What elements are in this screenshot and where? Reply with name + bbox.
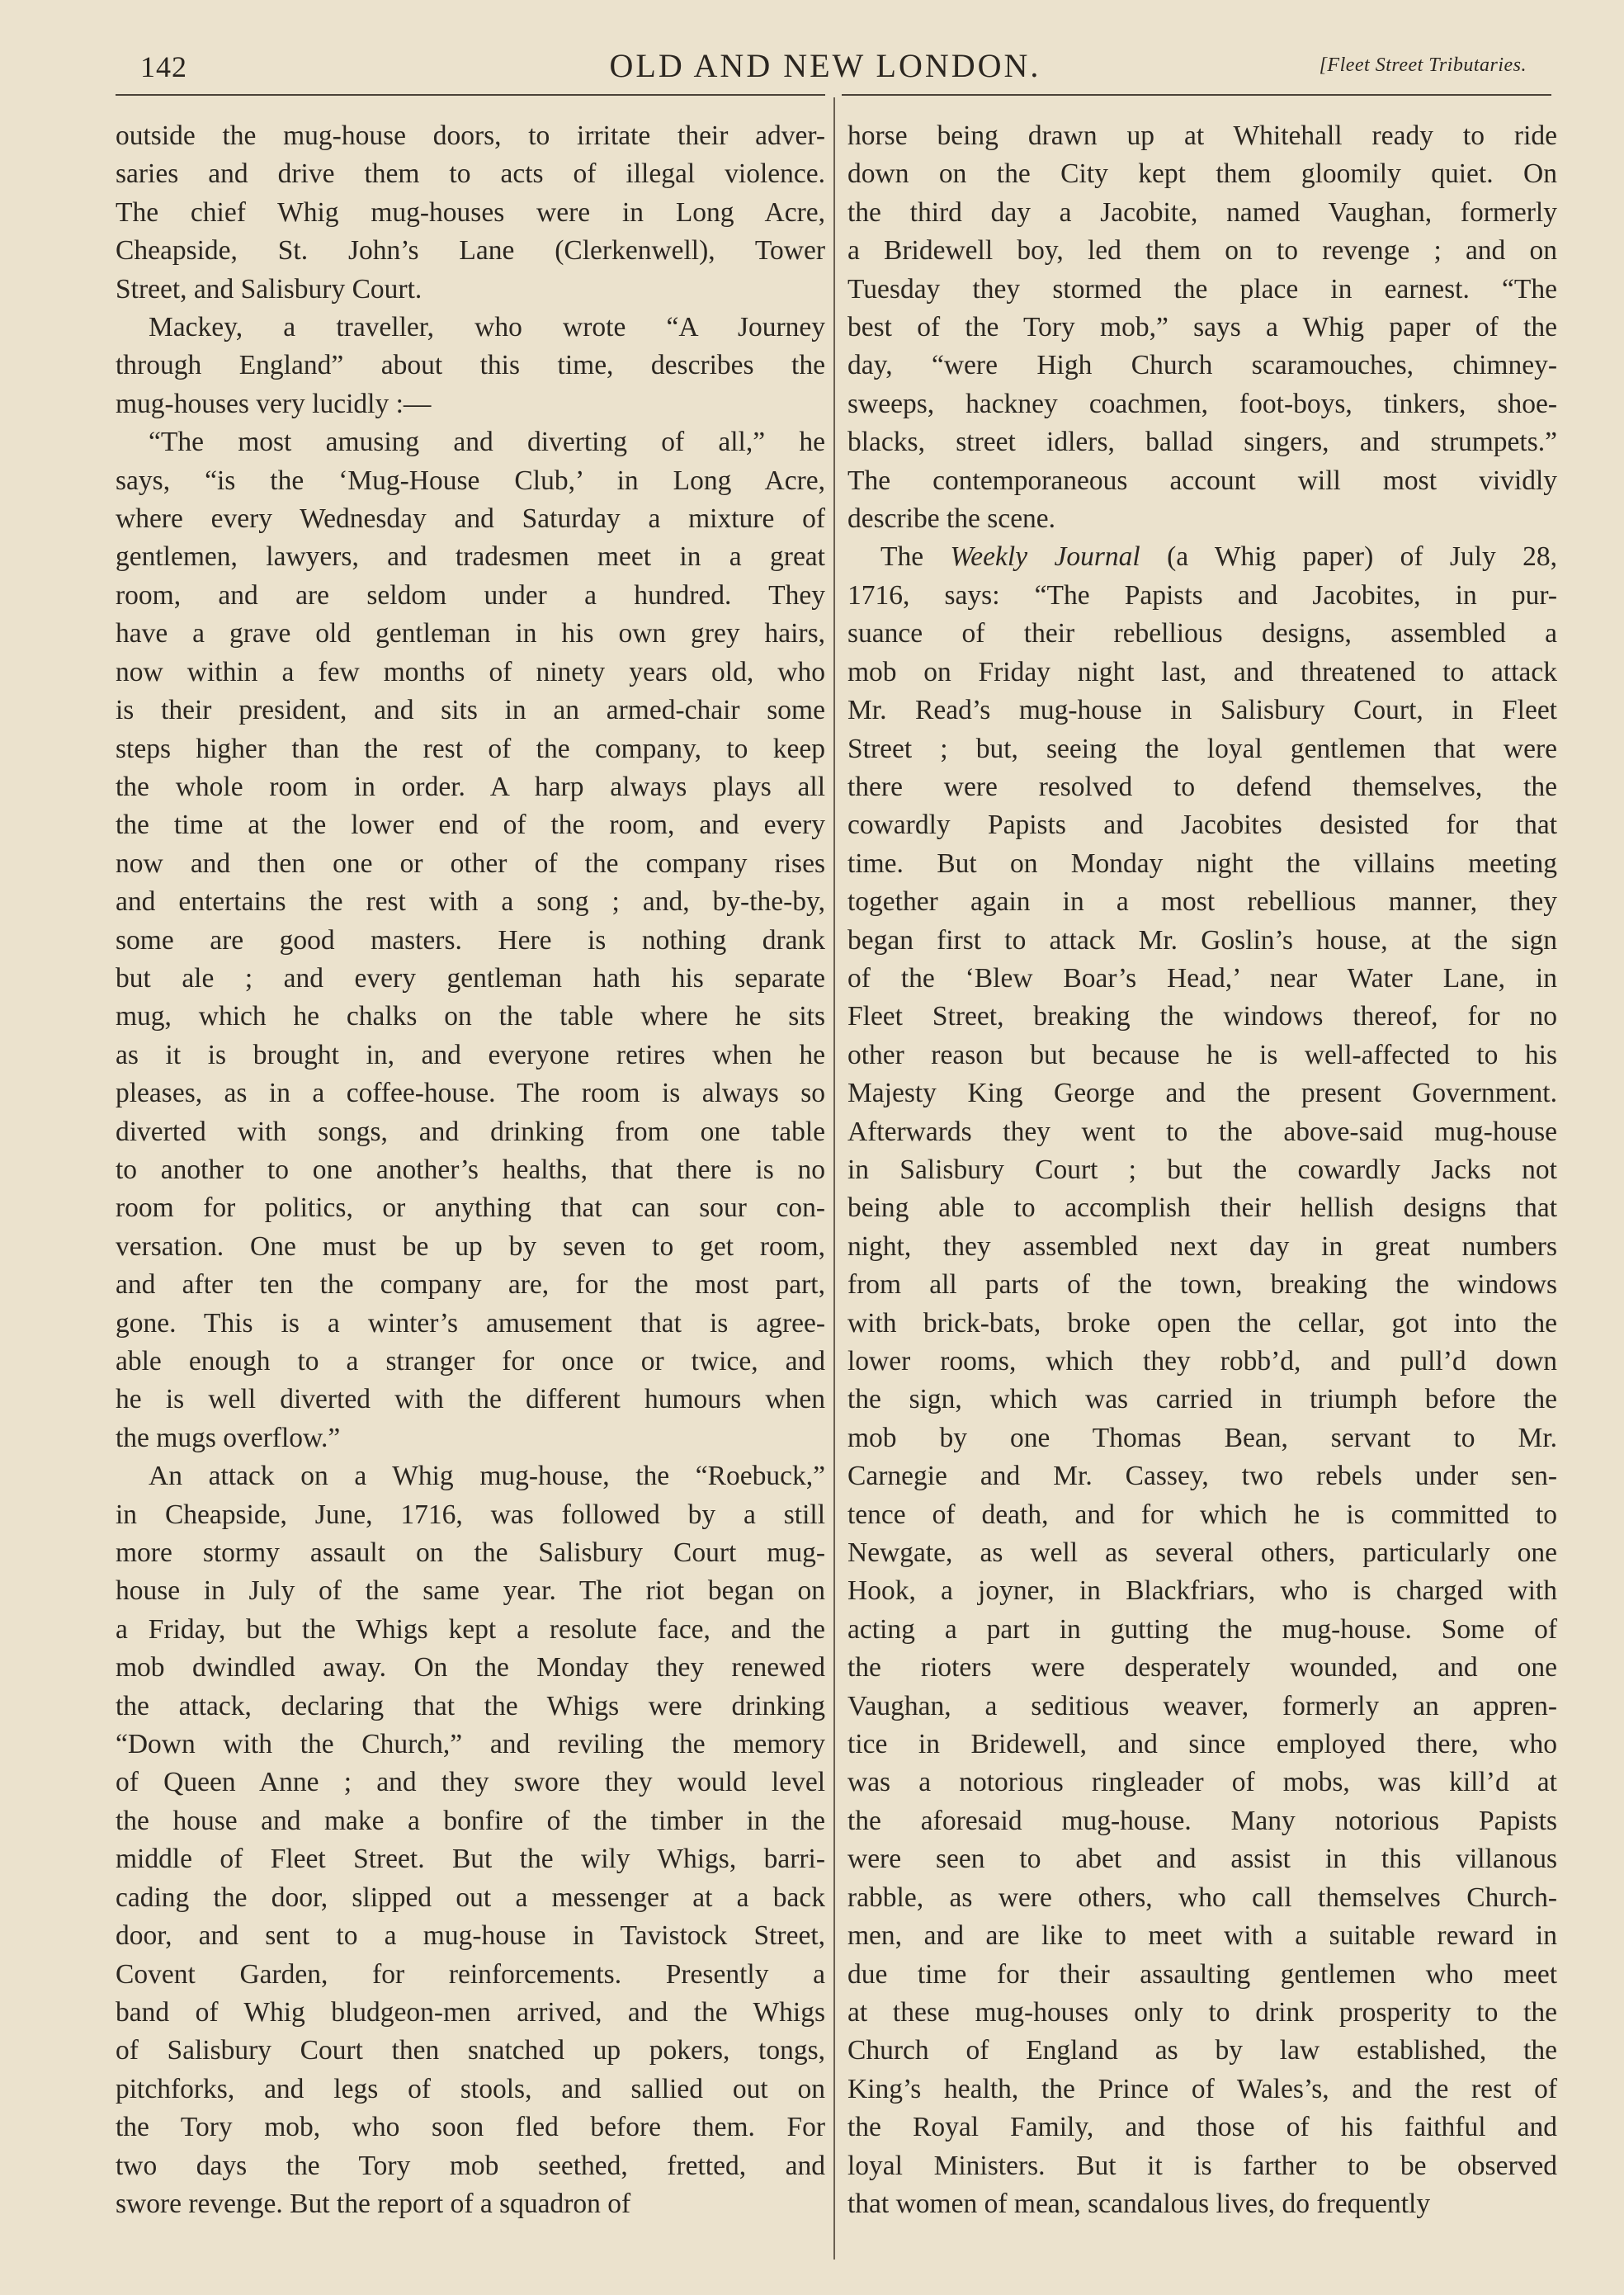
text-line: together again in a most rebellious manner, they xyxy=(847,886,1557,918)
text-line: band of Whig bludgeon-men arrived, and the Whigs xyxy=(116,1996,825,2028)
text-line: The Weekly Journal (a Whig paper) of July 28, xyxy=(880,541,1557,573)
text-line: “Down with the Church,” and reviling the memory xyxy=(116,1729,825,1760)
text-line: were seen to abet and assist in this villanous xyxy=(847,1844,1557,1875)
paragraph xyxy=(116,117,825,309)
text-line: down on the City kept them gloomily quiet. On xyxy=(847,158,1557,190)
text-line: tice in Bridewell, and since employed there, who xyxy=(847,1729,1557,1760)
text-line: door, and sent to a mug-house in Tavistock Street, xyxy=(116,1920,825,1952)
text-line: men, and are like to meet with a suitable reward in xyxy=(847,1920,1557,1952)
text-line: describe the scene. xyxy=(847,503,1056,535)
text-line: a Bridewell boy, led them on to revenge ; and on xyxy=(847,235,1557,267)
text-line: lower rooms, which they robb’d, and pull’d down xyxy=(847,1346,1557,1377)
text-line: Fleet Street, breaking the windows thereof, for no xyxy=(847,1001,1557,1032)
text-line: at these mug-houses only to drink prosperity to the xyxy=(847,1996,1557,2028)
text-line: with brick-bats, broke open the cellar, got into the xyxy=(847,1307,1557,1339)
text-line: “The most amusing and diverting of all,” he xyxy=(149,427,825,458)
text-line: mug, which he chalks on the table where he sits xyxy=(116,1001,825,1032)
paragraph xyxy=(847,538,1557,2223)
text-line: tence of death, and for which he is committed to xyxy=(847,1499,1557,1530)
text-line: the Royal Family, and those of his faithful and xyxy=(847,2112,1557,2143)
right-column xyxy=(847,117,1557,2223)
text-line: says, “is the ‘Mug-House Club,’ in Long Acre, xyxy=(116,465,825,496)
text-line: Majesty King George and the present Government. xyxy=(847,1078,1557,1109)
left-column xyxy=(116,117,825,2223)
text-line: King’s health, the Prince of Wales’s, and the rest of xyxy=(847,2073,1557,2104)
text-line: other reason but because he is well-affected to his xyxy=(847,1039,1557,1070)
text-line: outside the mug-house doors, to irritate their adver- xyxy=(116,120,825,151)
text-line: Cheapside, St. John’s Lane (Clerkenwell), Tower xyxy=(116,235,825,267)
text-line: that women of mean, scandalous lives, do frequently xyxy=(847,2188,1431,2219)
text-line: cading the door, slipped out a messenger at a back xyxy=(116,1882,825,1913)
text-line: in Salisbury Court ; but the cowardly Jacks not xyxy=(847,1154,1557,1185)
text-line: two days the Tory mob seethed, fretted, and xyxy=(116,2150,825,2181)
text-line: best of the Tory mob,” says a Whig paper of the xyxy=(847,312,1557,343)
text-line: room for politics, or anything that can sour con- xyxy=(116,1192,825,1224)
paragraph xyxy=(116,309,825,423)
paragraph xyxy=(116,1457,825,2223)
text-line: but ale ; and every gentleman hath his separate xyxy=(116,962,825,994)
page-number: 142 xyxy=(140,50,187,83)
text-line: gone. This is a winter’s amusement that is agree- xyxy=(116,1307,825,1339)
text-line: some are good masters. Here is nothing drank xyxy=(116,924,825,956)
text-line: mob on Friday night last, and threatened to attack xyxy=(847,656,1557,687)
text-line: the mugs overflow.” xyxy=(116,1422,341,1453)
text-line: horse being drawn up at Whitehall ready to ride xyxy=(847,120,1557,151)
text-line: room, and are seldom under a hundred. They xyxy=(116,579,825,611)
paragraph xyxy=(116,423,825,1457)
text-line: the house and make a bonfire of the timber in the xyxy=(116,1805,825,1836)
text-line: of the ‘Blew Boar’s Head,’ near Water Lane, in xyxy=(847,962,1557,994)
text-line: the sign, which was carried in triumph before the xyxy=(847,1384,1557,1415)
text-line: mob by one Thomas Bean, servant to Mr. xyxy=(847,1422,1557,1453)
text-line: Carnegie and Mr. Cassey, two rebels under sen- xyxy=(847,1461,1557,1492)
text-line: An attack on a Whig mug-house, the “Roebuck,” xyxy=(149,1461,825,1492)
text-line: The contemporaneous account will most vividly xyxy=(847,465,1557,496)
text-line: Vaughan, a seditious weaver, formerly an appren- xyxy=(847,1690,1557,1721)
text-line: the aforesaid mug-house. Many notorious Papists xyxy=(847,1805,1557,1836)
text-line: now within a few months of ninety years old, who xyxy=(116,656,825,687)
text-line: suance of their rebellious designs, assembled a xyxy=(847,618,1557,649)
text-line: day, “were High Church scaramouches, chimney- xyxy=(847,350,1557,381)
text-line: was a notorious ringleader of mobs, was kill’d at xyxy=(847,1767,1557,1798)
text-line: swore revenge. But the report of a squadron of xyxy=(116,2188,631,2219)
text-line: time. But on Monday night the villains meeting xyxy=(847,848,1557,879)
text-line: saries and drive them to acts of illegal violence. xyxy=(116,158,825,190)
text-line: acting a part in gutting the mug-house. Some of xyxy=(847,1613,1557,1645)
text-line: versation. One must be up by seven to get room, xyxy=(116,1230,825,1262)
header-rule-left xyxy=(116,94,825,96)
text-line: the third day a Jacobite, named Vaughan, formerly xyxy=(847,196,1557,228)
text-line: more stormy assault on the Salisbury Court mug- xyxy=(116,1537,825,1569)
text-line: blacks, street idlers, ballad singers, and strumpets.” xyxy=(847,427,1557,458)
page-header xyxy=(116,43,1535,92)
text-line: in Cheapside, June, 1716, was followed by a still xyxy=(116,1499,825,1530)
text-line: Street ; but, seeing the loyal gentlemen that were xyxy=(847,733,1557,764)
text-line: Afterwards they went to the above-said mug-house xyxy=(847,1116,1557,1147)
text-line: The chief Whig mug-houses were in Long Acre, xyxy=(116,196,825,228)
text-line: mob dwindled away. On the Monday they renewed xyxy=(116,1652,825,1683)
text-line: as it is brought in, and everyone retires when he xyxy=(116,1039,825,1070)
text-line: night, they assembled next day in great numbers xyxy=(847,1230,1557,1262)
section-title: [Fleet Street Tributaries. xyxy=(1319,54,1527,76)
text-line: sweeps, hackney coachmen, foot-boys, tinkers, shoe- xyxy=(847,388,1557,419)
text-line: from all parts of the town, breaking the windows xyxy=(847,1269,1557,1301)
text-line: Covent Garden, for reinforcements. Presently a xyxy=(116,1958,825,1990)
text-line: the Tory mob, who soon fled before them. For xyxy=(116,2112,825,2143)
text-line: Newgate, as well as several others, particularly one xyxy=(847,1537,1557,1569)
text-line: diverted with songs, and drinking from one table xyxy=(116,1116,825,1147)
text-line: Street, and Salisbury Court. xyxy=(116,273,423,305)
text-line: mug-houses very lucidly :— xyxy=(116,388,432,419)
text-line: where every Wednesday and Saturday a mixture of xyxy=(116,503,825,535)
text-line: gentlemen, lawyers, and tradesmen meet in a great xyxy=(116,541,825,573)
text-line: and after ten the company are, for the most part, xyxy=(116,1269,825,1301)
text-line: of Queen Anne ; and they swore they would level xyxy=(116,1767,825,1798)
text-line: of Salisbury Court then snatched up pokers, tongs, xyxy=(116,2035,825,2066)
text-line: Mackey, a traveller, who wrote “A Journey xyxy=(149,312,825,343)
text-line: to another to one another’s healths, that there is no xyxy=(116,1154,825,1185)
text-line: the attack, declaring that the Whigs were drinking xyxy=(116,1690,825,1721)
text-line: house in July of the same year. The riot began on xyxy=(116,1575,825,1607)
text-line: and entertains the rest with a song ; and, by-the-by, xyxy=(116,886,825,918)
text-line: pitchforks, and legs of stools, and sallied out on xyxy=(116,2073,825,2104)
text-line: the whole room in order. A harp always plays all xyxy=(116,771,825,802)
text-line: 1716, says: “The Papists and Jacobites, in pur- xyxy=(847,579,1557,611)
running-title: OLD AND NEW LONDON. xyxy=(609,47,1041,84)
text-line: began first to attack Mr. Goslin’s house, at the sign xyxy=(847,924,1557,956)
text-line: the time at the lower end of the room, and every xyxy=(116,810,825,841)
text-line: cowardly Papists and Jacobites desisted for that xyxy=(847,810,1557,841)
text-line: due time for their assaulting gentlemen who meet xyxy=(847,1958,1557,1990)
text-line: middle of Fleet Street. But the wily Whigs, barri- xyxy=(116,1844,825,1875)
text-line: now and then one or other of the company rises xyxy=(116,848,825,879)
text-line: is their president, and sits in an armed-chair some xyxy=(116,695,825,726)
text-line: steps higher than the rest of the company, to keep xyxy=(116,733,825,764)
text-line: Church of England as by law established, the xyxy=(847,2035,1557,2066)
text-line: he is well diverted with the different humours when xyxy=(116,1384,825,1415)
paragraph xyxy=(847,117,1557,538)
text-line: rabble, as were others, who call themselves Church- xyxy=(847,1882,1557,1913)
text-line: Hook, a joyner, in Blackfriars, who is charged with xyxy=(847,1575,1557,1607)
text-line: through England” about this time, describes the xyxy=(116,350,825,381)
text-line: there were resolved to defend themselves, the xyxy=(847,771,1557,802)
column-divider xyxy=(833,97,835,2260)
text-line: a Friday, but the Whigs kept a resolute face, and the xyxy=(116,1613,825,1645)
text-line: Tuesday they stormed the place in earnest. “The xyxy=(847,273,1557,305)
text-line: have a grave old gentleman in his own grey hairs, xyxy=(116,618,825,649)
text-line: loyal Ministers. But it is farther to be observed xyxy=(847,2150,1557,2181)
text-line: pleases, as in a coffee-house. The room is always so xyxy=(116,1078,825,1109)
header-rule-right xyxy=(842,94,1551,96)
text-line: the rioters were desperately wounded, and one xyxy=(847,1652,1557,1683)
text-line: being able to accomplish their hellish designs that xyxy=(847,1192,1557,1224)
text-line: Mr. Read’s mug-house in Salisbury Court, in Fleet xyxy=(847,695,1557,726)
text-line: able enough to a stranger for once or twice, and xyxy=(116,1346,825,1377)
